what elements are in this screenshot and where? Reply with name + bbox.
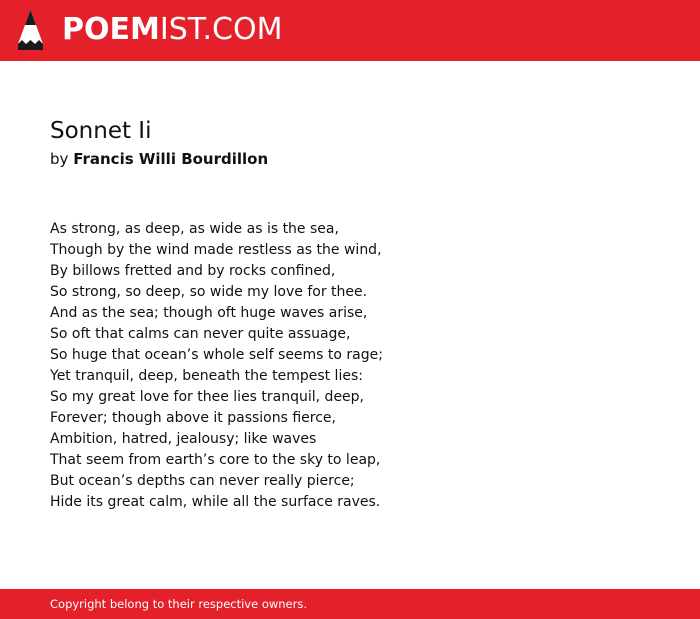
pencil-tip-icon[interactable] xyxy=(18,10,43,50)
site-header xyxy=(0,0,700,61)
poem-line: But ocean’s depths can never really pierce; xyxy=(50,473,355,489)
logo-text-bold: POEM xyxy=(62,12,160,47)
poem-line: That seem from earth’s core to the sky to leap, xyxy=(50,452,381,468)
poem-line: So huge that ocean’s whole self seems to rage; xyxy=(50,347,383,363)
poem-line: So strong, so deep, so wide my love for thee. xyxy=(50,284,368,300)
poem-line: By billows fretted and by rocks confined, xyxy=(50,263,336,279)
site-footer xyxy=(0,589,700,619)
by-label: by xyxy=(50,150,69,168)
site-logo[interactable] xyxy=(62,12,282,48)
poem-line: Ambition, hatred, jealousy; like waves xyxy=(50,431,317,447)
poem-line: Hide its great calm, while all the surface raves. xyxy=(50,494,381,510)
poem-line: Forever; though above it passions fierce, xyxy=(50,410,336,426)
poem-title: Sonnet Ii xyxy=(50,118,152,144)
copyright-notice: Copyright belong to their respective owners. xyxy=(50,597,308,611)
logo-text-light: IST.COM xyxy=(159,12,283,47)
poem-byline xyxy=(50,148,268,170)
poem-line: So oft that calms can never quite assuage, xyxy=(50,326,351,342)
poem-body xyxy=(50,219,383,513)
poem-line: As strong, as deep, as wide as is the sea, xyxy=(50,221,339,237)
poem-line: Though by the wind made restless as the wind, xyxy=(50,242,382,258)
poem-line: Yet tranquil, deep, beneath the tempest lies: xyxy=(50,368,363,384)
poem-line: And as the sea; though oft huge waves arise, xyxy=(50,305,368,321)
poem-line: So my great love for thee lies tranquil, deep, xyxy=(50,389,365,405)
author-link[interactable]: Francis Willi Bourdillon xyxy=(73,150,269,168)
